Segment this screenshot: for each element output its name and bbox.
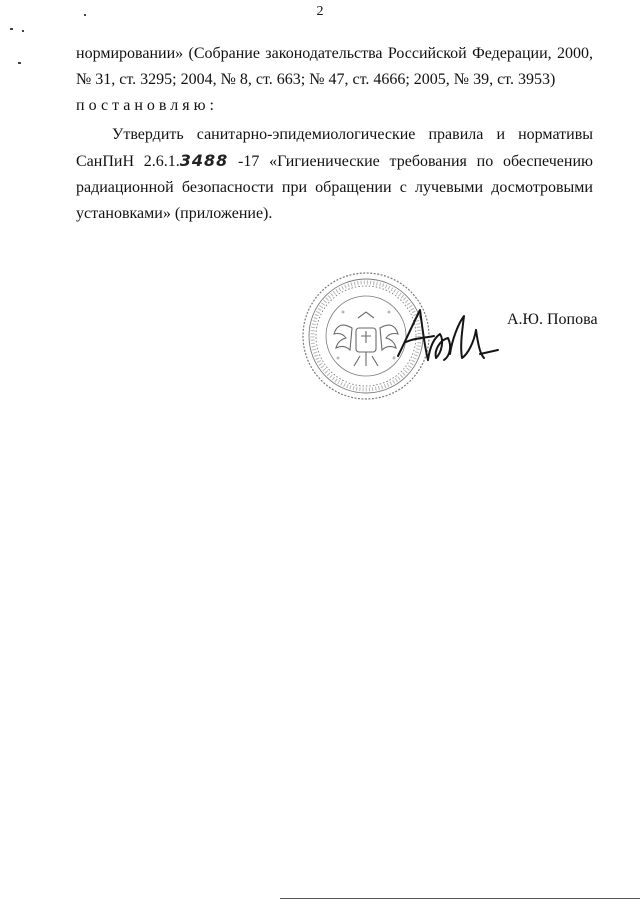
paragraph-line: нормировании» (Собрание законодательства Российской Федерации, 2000,: [76, 45, 593, 62]
page-number: 2: [316, 4, 324, 19]
scan-speck: [22, 30, 24, 32]
handwritten-number: 3488: [179, 151, 229, 170]
paragraph-line: Утвердить санитарно-эпидемиологические правила и нормативы: [112, 126, 593, 143]
scan-edge-line: [280, 898, 640, 899]
resolution-word: постановляю:: [76, 97, 218, 114]
legal-reference-paragraph: [76, 41, 593, 119]
sanpin-suffix: -17 «Гигиенические требования по обеспечению: [228, 153, 593, 170]
paragraph-line: [76, 148, 593, 175]
signer-name: А.Ю. Попова: [507, 311, 598, 328]
paragraph-line: радиационной безопасности при обращении с лучевыми досмотровыми: [76, 179, 593, 196]
scan-speck: [18, 62, 21, 64]
approval-paragraph: [76, 122, 593, 227]
paragraph-line: установками» (приложение).: [76, 205, 273, 222]
signature-block: [298, 270, 608, 410]
paragraph-line: № 31, ст. 3295; 2004, № 8, ст. 663; № 47, ст. 4666; 2005, № 39, ст. 3953): [76, 71, 556, 88]
sanpin-prefix: СанПиН 2.6.1.: [76, 153, 180, 170]
handwritten-signature-icon: [394, 304, 504, 374]
scan-speck: [84, 14, 86, 16]
scan-speck: [10, 28, 13, 30]
